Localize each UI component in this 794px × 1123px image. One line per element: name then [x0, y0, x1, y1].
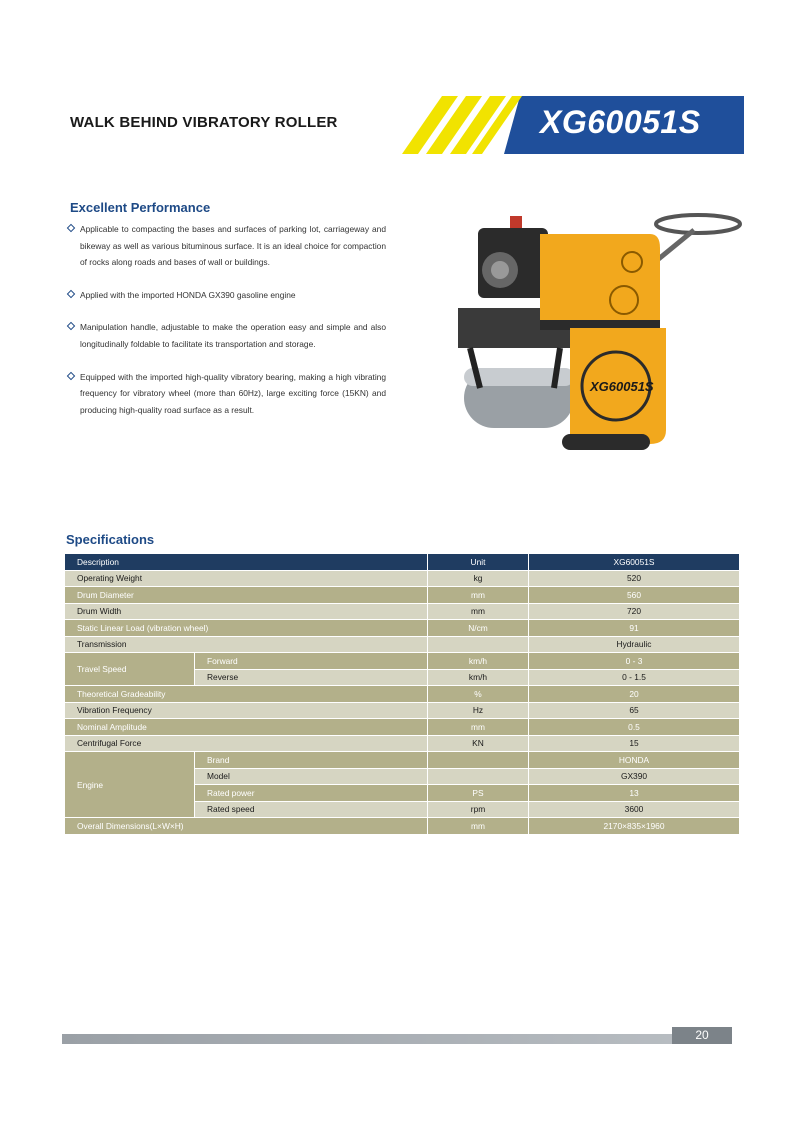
table-row: Rated speed rpm 3600	[65, 801, 740, 818]
performance-list	[68, 221, 386, 434]
table-row: Reverse km/h 0 - 1.5	[65, 669, 740, 686]
list-item: Manipulation handle, adjustable to make the operation easy and simple and also longitudinally foldable to facilitate its transportation and storage.	[68, 319, 386, 352]
specifications-table	[64, 553, 740, 835]
roller-machine-illustration	[450, 208, 750, 458]
table-row: Travel Speed Forward km/h 0 - 3	[65, 653, 740, 670]
product-image	[450, 208, 750, 458]
table-row: Drum Diameter mm 560	[65, 587, 740, 604]
column-header: Unit	[428, 554, 529, 571]
page-title: WALK BEHIND VIBRATORY ROLLER	[70, 114, 338, 131]
table-row: Operating Weight kg 520	[65, 570, 740, 587]
column-header: Description	[65, 554, 428, 571]
column-header: XG60051S	[529, 554, 740, 571]
table-row: Transmission Hydraulic	[65, 636, 740, 653]
performance-heading: Excellent Performance	[70, 200, 211, 215]
table-row: Engine Brand HONDA	[65, 752, 740, 769]
list-item: Applicable to compacting the bases and surfaces of parking lot, carriageway and bikeway as well as various bituminous surface. It is an ideal choice for compaction of rocks along roads and bases of wall or buildings.	[68, 221, 386, 271]
diamond-bullet-icon	[67, 371, 75, 379]
table-header-row	[65, 554, 740, 571]
model-number: XG60051S	[540, 104, 701, 140]
table-row: Overall Dimensions(L×W×H) mm 2170×835×1960	[65, 818, 740, 835]
table-row: Model GX390	[65, 768, 740, 785]
table-row: Vibration Frequency Hz 65	[65, 702, 740, 719]
diamond-bullet-icon	[67, 322, 75, 330]
footer-bar	[62, 1034, 672, 1044]
list-item: Equipped with the imported high-quality vibratory bearing, making a high vibrating frequency for vibratory wheel (more than 60Hz), large exciting force (15KN) and producing high-quality road surface as a result.	[68, 369, 386, 419]
table-row: Centrifugal Force KN 15	[65, 735, 740, 752]
diamond-bullet-icon	[67, 224, 75, 232]
page-number: 20	[672, 1027, 732, 1044]
table-row: Static Linear Load (vibration wheel) N/cm 91	[65, 620, 740, 637]
specifications-heading: Specifications	[66, 532, 155, 547]
diamond-bullet-icon	[67, 290, 75, 298]
list-item: Applied with the imported HONDA GX390 gasoline engine	[68, 287, 386, 304]
table-row: Theoretical Gradeability % 20	[65, 686, 740, 703]
svg-text:XG60051S: XG60051S	[590, 379, 654, 394]
table-row: Rated power PS 13	[65, 785, 740, 802]
table-row: Nominal Amplitude mm 0.5	[65, 719, 740, 736]
table-row: Drum Width mm 720	[65, 603, 740, 620]
